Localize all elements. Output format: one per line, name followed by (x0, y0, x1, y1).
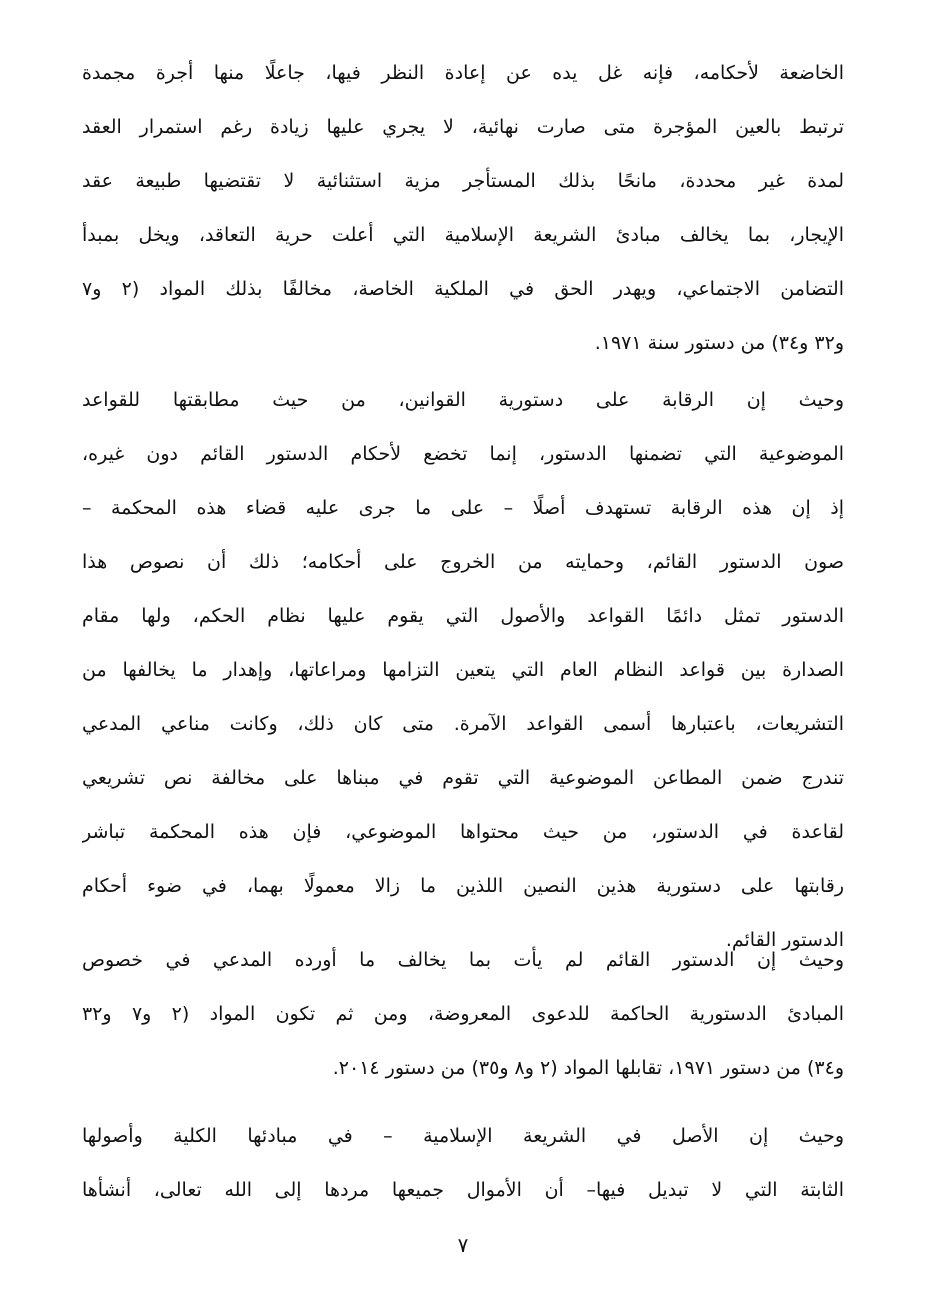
text-line: و٣٢ و٣٤) من دستور سنة ١٩٧١. (594, 332, 844, 354)
text-line: المبادئ الدستورية الحاكمة للدعوى المعروضة، ومن ثم تكون المواد (٢ و٧ و٣٢ (82, 1003, 844, 1025)
text-line: رقابتها على دستورية هذين النصين اللذين ما زالا معمولًا بهما، في ضوء أحكام (82, 875, 844, 897)
paragraph-3 (82, 933, 844, 1095)
text-line: الصدارة بين قواعد النظام العام التي يتعين التزامها ومراعاتها، وإهدار ما يخالفها من (82, 659, 844, 681)
text-line: و٣٤) من دستور ١٩٧١، تقابلها المواد (٢ و٨ و٣٥) من دستور ٢٠١٤. (332, 1057, 844, 1079)
text-line: لقاعدة في الدستور، من حيث محتواها الموضوعي، فإن هذه المحكمة تباشر (82, 821, 844, 843)
paragraph-1 (82, 46, 844, 370)
text-line: صون الدستور القائم، وحمايته من الخروج على أحكامه؛ ذلك أن نصوص هذا (82, 551, 844, 573)
text-line: الخاضعة لأحكامه، فإنه غل يده عن إعادة النظر فيها، جاعلًا منها أجرة مجمدة (82, 62, 844, 84)
text-line: الدستور تمثل دائمًا القواعد والأصول التي يقوم عليها نظام الحكم، ولها مقام (82, 605, 844, 627)
text-line: إذ إن هذه الرقابة تستهدف أصلًا – على ما جرى عليه قضاء هذه المحكمة – (82, 497, 844, 519)
text-line: التضامن الاجتماعي، ويهدر الحق في الملكية الخاصة، مخالفًا بذلك المواد (٢ و٧ (82, 278, 844, 300)
text-line: الإيجار، بما يخالف مبادئ الشريعة الإسلامية التي أعلت حرية التعاقد، ويخل بمبدأ (82, 224, 844, 246)
text-line: التشريعات، باعتبارها أسمى القواعد الآمرة. متى كان ذلك، وكانت مناعي المدعي (82, 713, 844, 735)
text-line: الثابتة التي لا تبديل فيها– أن الأموال جميعها مردها إلى الله تعالى، أنشأها (82, 1179, 844, 1201)
text-line: وحيث إن الأصل في الشريعة الإسلامية – في مبادئها الكلية وأصولها (82, 1125, 844, 1147)
paragraph-2 (82, 373, 844, 967)
text-line: الدستور القائم. (725, 929, 844, 951)
text-line: تندرج ضمن المطاعن الموضوعية التي تقوم في مبناها على مخالفة نص تشريعي (82, 767, 844, 789)
text-line: لمدة غير محددة، مانحًا بذلك المستأجر مزية استثنائية لا تقتضيها طبيعة عقد (82, 170, 844, 192)
text-line: وحيث إن الدستور القائم لم يأت بما يخالف ما أورده المدعي في خصوص (82, 949, 844, 971)
page-number: ٧ (457, 1233, 469, 1257)
text-line: الموضوعية التي تضمنها الدستور، إنما تخضع لأحكام الدستور القائم دون غيره، (82, 443, 844, 465)
paragraph-4 (82, 1109, 844, 1217)
text-line: ترتبط بالعين المؤجرة متى صارت نهائية، لا يجري عليها زيادة رغم استمرار العقد (82, 116, 844, 138)
text-line: وحيث إن الرقابة على دستورية القوانين، من حيث مطابقتها للقواعد (82, 389, 844, 411)
